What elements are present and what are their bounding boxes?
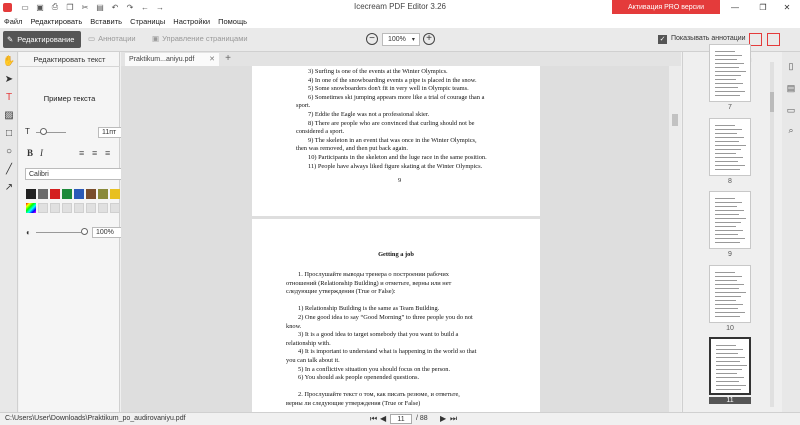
search-icon[interactable]: ⌕ bbox=[788, 125, 794, 135]
thumbnail-text-line bbox=[715, 316, 740, 317]
font-size-icon: T bbox=[25, 127, 30, 136]
thumbnail-text-line bbox=[715, 59, 737, 60]
thumbnail-text-line bbox=[715, 300, 736, 301]
opacity-slider[interactable] bbox=[36, 232, 81, 233]
show-annotations-checkbox[interactable]: ✓ bbox=[659, 36, 666, 43]
italic-button[interactable]: I bbox=[40, 148, 43, 158]
app-logo-icon bbox=[3, 3, 12, 12]
cut-icon[interactable]: ✂ bbox=[81, 2, 89, 12]
menu-insert[interactable]: Вставить bbox=[90, 16, 123, 26]
empty-color-swatch[interactable] bbox=[98, 203, 108, 213]
empty-color-swatch[interactable] bbox=[74, 203, 84, 213]
thumbnail-text-line bbox=[715, 165, 745, 166]
pages-icon: ▣ bbox=[152, 34, 160, 43]
text-properties-panel bbox=[19, 52, 120, 412]
align-center-icon[interactable]: ≡ bbox=[92, 148, 98, 158]
arrow-tool-icon[interactable]: ↗ bbox=[4, 181, 14, 193]
comment-icon: ▭ bbox=[88, 34, 96, 43]
font-family-select[interactable] bbox=[25, 168, 128, 180]
thumbnail-text-line bbox=[716, 365, 747, 366]
empty-color-swatch[interactable] bbox=[38, 203, 48, 213]
text-line: then was removed, and then put back again. bbox=[296, 145, 408, 153]
opacity-value: 100% bbox=[96, 229, 114, 236]
first-page-icon[interactable]: ⏮ bbox=[370, 414, 378, 423]
nav-scrollbar-thumb[interactable] bbox=[770, 92, 774, 112]
empty-color-swatch[interactable] bbox=[62, 203, 72, 213]
text-tool-icon[interactable]: T bbox=[5, 91, 13, 103]
zoom-value: 100% bbox=[388, 36, 406, 43]
last-page-icon[interactable]: ⏭ bbox=[450, 414, 458, 423]
thumbnail-text-line bbox=[716, 349, 743, 350]
text-line: 5) In a conflictive situation you should focus on the person. bbox=[298, 365, 451, 373]
empty-color-swatch[interactable] bbox=[86, 203, 96, 213]
thumbnail-text-line bbox=[715, 153, 736, 154]
chevron-down-icon: ▾ bbox=[411, 37, 415, 43]
divider bbox=[19, 66, 120, 67]
color-swatch[interactable] bbox=[86, 189, 96, 199]
thumbnail-page-number: 11 bbox=[709, 397, 751, 404]
pdf-page bbox=[252, 66, 540, 216]
text-line: верны ли следующие утверждения (True or False) bbox=[286, 400, 421, 407]
thumbnails-icon[interactable]: ▯ bbox=[788, 61, 794, 71]
document-tab-label: Praktikum...aniyu.pdf bbox=[129, 56, 195, 63]
text-line: 7) Eddie the Eagle was not a professional skier. bbox=[308, 111, 430, 118]
bookmarks-icon[interactable]: ▤ bbox=[786, 83, 796, 93]
text-line: отношений (Relationship Building) и отметьте, верны или нет bbox=[286, 279, 452, 287]
next-page-icon[interactable]: ▶ bbox=[440, 414, 447, 423]
zoom-select[interactable] bbox=[382, 33, 420, 46]
rectangle-tool-icon[interactable]: □ bbox=[5, 127, 13, 139]
open-file-icon[interactable]: ▭ bbox=[21, 2, 29, 12]
thumbnail-text-line bbox=[715, 202, 742, 203]
zoom-in-button[interactable]: + bbox=[423, 33, 435, 45]
thumbnail-text-line bbox=[716, 385, 746, 386]
thumbnail-text-line bbox=[715, 214, 739, 215]
thumbnail-text-line bbox=[715, 79, 736, 80]
text-line: sport. bbox=[296, 102, 311, 110]
thumbnail-text-line bbox=[716, 345, 736, 346]
forward-icon[interactable]: → bbox=[156, 2, 164, 12]
thumbnail-page-number: 10 bbox=[726, 325, 734, 332]
undo-icon[interactable]: ↶ bbox=[111, 2, 119, 12]
thumbnail-text-line bbox=[715, 276, 742, 277]
thumbnail-text-line bbox=[715, 288, 739, 289]
color-swatch[interactable] bbox=[50, 189, 60, 199]
text-line: 10) Participants in the skeleton and the luge race in the same position. bbox=[308, 154, 487, 161]
thumbnail-text-line bbox=[715, 137, 744, 138]
print-icon[interactable]: ⎙ bbox=[51, 2, 59, 11]
thumbnail-text-line bbox=[715, 149, 741, 150]
thumbnail-text-line bbox=[715, 272, 735, 273]
thumbnail-text-line bbox=[715, 312, 745, 313]
thumbnail-text-line bbox=[715, 284, 744, 285]
status-bar bbox=[0, 412, 800, 425]
thumbnail-text-line bbox=[715, 226, 736, 227]
mode-edit-tab[interactable] bbox=[3, 31, 81, 48]
thumbnail-text-line bbox=[715, 95, 740, 96]
close-icon[interactable]: ✕ bbox=[783, 2, 791, 12]
text-line: 8) There are people who are convinced that curling should not be bbox=[308, 119, 475, 127]
text-line: 6) Sometimes ski jumping appears more like a trial of courage than a bbox=[308, 93, 485, 101]
thumbnail-text-line bbox=[715, 91, 745, 92]
text-line: 1) Relationship Building is the same as Team Building. bbox=[298, 305, 440, 313]
text-line: considered a sport. bbox=[296, 128, 345, 136]
text-line: 3) Surfing is one of the events at the Winter Olympics. bbox=[308, 68, 448, 75]
color-swatch[interactable] bbox=[38, 189, 48, 199]
text-line: 11) People have always liked figure skating at the Winter Olympics. bbox=[308, 162, 483, 170]
sample-text: Пример текста bbox=[43, 94, 96, 103]
close-tab-icon[interactable]: ✕ bbox=[209, 56, 215, 63]
opacity-slider-handle[interactable] bbox=[81, 228, 88, 235]
window-title: Icecream PDF Editor 3.26 bbox=[353, 2, 447, 11]
font-family-value: Calibri bbox=[29, 171, 49, 178]
two-page-view-icon[interactable] bbox=[767, 33, 780, 46]
select-tool-icon[interactable]: ➤ bbox=[4, 73, 14, 85]
thumbnail-text-line bbox=[715, 308, 738, 309]
page-total: / 88 bbox=[416, 415, 428, 422]
right-icon-strip bbox=[782, 52, 800, 412]
save-icon[interactable]: ▣ bbox=[36, 2, 44, 12]
menu-help[interactable]: Помощь bbox=[218, 16, 248, 26]
thumbnail-text-line bbox=[715, 133, 737, 134]
color-swatch[interactable] bbox=[26, 189, 36, 199]
thumbnail-text-line bbox=[716, 361, 740, 362]
font-size-slider-handle[interactable] bbox=[40, 128, 47, 135]
text-line: следующие утверждения (True or False): bbox=[286, 288, 396, 296]
thumbnail-text-line bbox=[715, 87, 738, 88]
thumbnail-text-line bbox=[716, 357, 745, 358]
menu-pages[interactable]: Страницы bbox=[130, 16, 166, 26]
maximize-icon[interactable]: ❐ bbox=[759, 2, 767, 12]
menu-edit[interactable]: Редактировать bbox=[30, 16, 83, 26]
text-line: relationship with. bbox=[286, 339, 331, 347]
text-line: you can talk about it. bbox=[286, 357, 340, 364]
menu-settings[interactable]: Настройки bbox=[173, 16, 211, 26]
thumbnail-text-line bbox=[715, 292, 746, 293]
thumbnail-text-line bbox=[715, 75, 741, 76]
thumbnail-text-line bbox=[715, 161, 738, 162]
page-number: 9 bbox=[398, 177, 402, 184]
thumbnail-text-line bbox=[715, 238, 745, 239]
thumbnail-text-line bbox=[716, 381, 739, 382]
page-thumbnail[interactable] bbox=[709, 337, 751, 395]
thumbnail-text-line bbox=[716, 389, 741, 390]
empty-color-swatch[interactable] bbox=[110, 203, 120, 213]
mode-pages-label: Управление страницами bbox=[162, 34, 248, 43]
text-line: 9) The skeleton in an event that was once in the Winter Olympics, bbox=[308, 136, 477, 144]
thumbnail-text-line bbox=[716, 373, 737, 374]
text-line: 6) You should ask people openended questions. bbox=[298, 374, 420, 382]
bold-button[interactable]: B bbox=[27, 148, 34, 158]
thumbnail-text-line bbox=[715, 242, 740, 243]
thumbnail-page-number: 9 bbox=[728, 251, 732, 258]
file-path: C:\Users\User\Downloads\Praktikum_po_audirovaniyu.pdf bbox=[5, 415, 186, 422]
document-tab[interactable] bbox=[125, 53, 219, 66]
thumbnail-text-line bbox=[715, 125, 735, 126]
prev-page-icon[interactable]: ◀ bbox=[380, 414, 387, 423]
comments-icon[interactable]: ▭ bbox=[786, 105, 796, 115]
thumbnail-text-line bbox=[715, 83, 743, 84]
page-thumbnail[interactable] bbox=[709, 191, 751, 249]
zoom-out-button[interactable]: − bbox=[366, 33, 378, 45]
color-swatch[interactable] bbox=[74, 189, 84, 199]
tool-strip bbox=[0, 52, 18, 412]
document-view[interactable] bbox=[121, 66, 669, 412]
pro-button-label: Активация PRO версии bbox=[628, 3, 704, 11]
text-line: 4) It is important to understand what is happening in the world so that bbox=[298, 348, 477, 356]
thumbnail-text-line bbox=[716, 377, 744, 378]
mode-edit-label: Редактирование bbox=[17, 35, 75, 44]
document-tabs bbox=[121, 52, 681, 66]
thumbnail-text-line bbox=[715, 280, 737, 281]
back-icon[interactable]: ← bbox=[141, 2, 149, 12]
thumbnail-text-line bbox=[715, 157, 743, 158]
nav-scrollbar[interactable] bbox=[770, 62, 774, 407]
props-title: Редактировать текст bbox=[33, 55, 106, 64]
custom-color-picker-icon[interactable] bbox=[26, 203, 36, 213]
thumbnail-text-line bbox=[715, 55, 742, 56]
thumbnail-text-line bbox=[715, 210, 744, 211]
page-thumbnail[interactable] bbox=[709, 44, 751, 102]
thumbnail-page-number: 7 bbox=[728, 104, 732, 111]
page-thumbnail[interactable] bbox=[709, 265, 751, 323]
line-tool-icon[interactable]: ╱ bbox=[5, 163, 13, 175]
mode-pages-tab[interactable] bbox=[152, 34, 248, 43]
text-line: 2. Прослушайте текст о том, как писать резюме, и ответьте, bbox=[298, 391, 460, 399]
thumbnail-page-number: 8 bbox=[728, 178, 732, 185]
text-line: 4) In one of the snowboarding events a pipe is placed in the snow. bbox=[308, 76, 477, 84]
scrollbar-thumb[interactable] bbox=[672, 114, 678, 126]
align-left-icon[interactable]: ≡ bbox=[79, 148, 85, 158]
vertical-scrollbar[interactable] bbox=[669, 66, 681, 412]
page-number-input[interactable]: 11 bbox=[390, 414, 412, 424]
thumbnail-text-line bbox=[715, 67, 739, 68]
font-size-value: 11пт bbox=[102, 129, 117, 136]
paste-icon[interactable]: ▤ bbox=[96, 2, 104, 12]
thumbnail-text-line bbox=[715, 129, 742, 130]
thumbnail-text-line bbox=[715, 304, 743, 305]
thumbnail-text-line bbox=[715, 141, 739, 142]
color-swatch[interactable] bbox=[110, 189, 120, 199]
mode-annotations-label: Аннотации bbox=[98, 34, 136, 43]
thumbnail-text-line bbox=[715, 296, 741, 297]
new-tab-button[interactable]: + bbox=[225, 53, 231, 64]
thumbnail-text-line bbox=[715, 71, 746, 72]
align-right-icon[interactable]: ≡ bbox=[105, 148, 111, 158]
color-swatch[interactable] bbox=[98, 189, 108, 199]
thumbnail-text-line bbox=[716, 369, 742, 370]
text-line: 2) One good idea to say “Good Morning” to three people you do not bbox=[298, 314, 473, 321]
menu-file[interactable]: Файл bbox=[4, 16, 23, 26]
redo-icon[interactable]: ↷ bbox=[126, 2, 134, 12]
text-line: know. bbox=[286, 322, 302, 330]
thumbnail-text-line bbox=[715, 222, 741, 223]
thumbnail-text-line bbox=[715, 51, 735, 52]
thumbnail-text-line bbox=[716, 353, 738, 354]
mode-annotations-tab[interactable] bbox=[88, 34, 136, 43]
text-line: 1. Прослушайте выводы тренера о построении рабочих bbox=[298, 271, 449, 278]
navigation-panel bbox=[682, 52, 782, 412]
copy-icon[interactable]: ❐ bbox=[66, 2, 74, 12]
thumbnail-text-line bbox=[715, 230, 743, 231]
ellipse-tool-icon[interactable]: ○ bbox=[5, 145, 13, 157]
show-annotations-label: Показывать аннотации bbox=[671, 35, 746, 42]
thumbnail-text-line bbox=[715, 145, 746, 146]
pencil-icon: ✎ bbox=[7, 35, 14, 44]
mode-toolbar bbox=[0, 28, 800, 52]
minimize-icon[interactable]: — bbox=[731, 2, 739, 12]
color-swatch[interactable] bbox=[62, 189, 72, 199]
thumbnail-text-line bbox=[715, 63, 744, 64]
text-line: 3) It is a good idea to target somebody that you want to build a bbox=[298, 331, 459, 339]
thumbnail-text-line bbox=[715, 169, 740, 170]
page-heading: Getting a job bbox=[378, 251, 414, 258]
empty-color-swatch[interactable] bbox=[50, 203, 60, 213]
pdf-page bbox=[252, 219, 540, 412]
image-tool-icon[interactable]: ▨ bbox=[4, 109, 14, 121]
thumbnail-text-line bbox=[715, 234, 738, 235]
hand-tool-icon[interactable]: ✋ bbox=[2, 55, 16, 67]
page-thumbnail[interactable] bbox=[709, 118, 751, 176]
activate-pro-button[interactable] bbox=[612, 0, 720, 14]
menu-bar bbox=[0, 14, 800, 28]
text-line: 5) Some snowboarders don't fit in very well in Olympic teams. bbox=[308, 85, 469, 93]
thumbnail-text-line bbox=[715, 218, 746, 219]
opacity-icon: ◐ bbox=[26, 228, 31, 237]
thumbnail-text-line bbox=[715, 198, 735, 199]
thumbnail-text-line bbox=[715, 206, 737, 207]
